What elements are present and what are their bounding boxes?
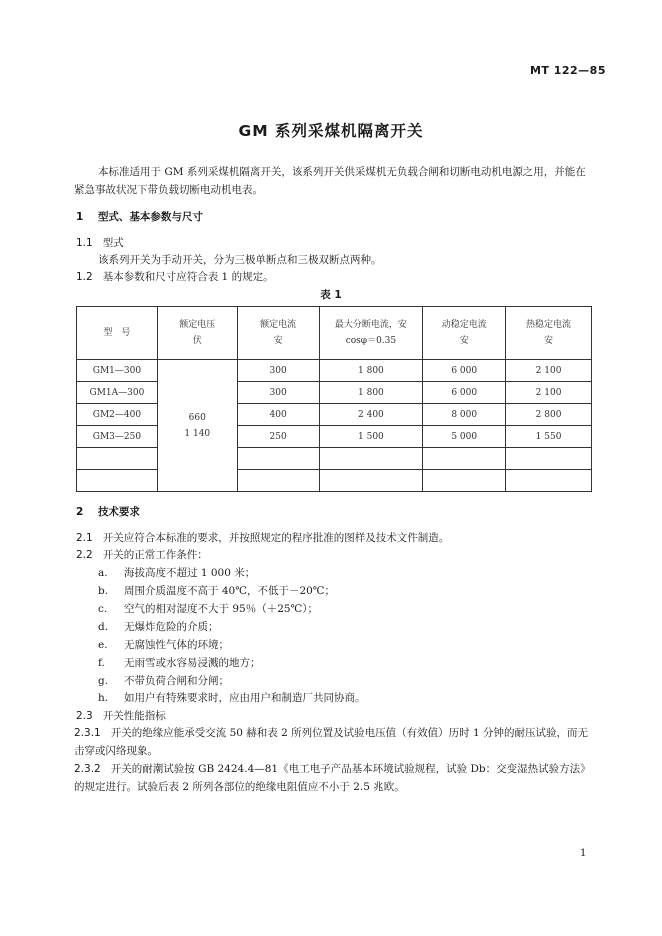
table-row <box>77 470 592 492</box>
section-1-2 <box>76 268 274 286</box>
list-text: 无雨雪或水容易浸溅的地方； <box>124 657 261 669</box>
list-text: 无爆炸危险的介质； <box>124 621 219 633</box>
section-2-heading <box>76 503 140 521</box>
cell-dynamic: 6 000 <box>423 382 506 404</box>
cell-model: GM3—250 <box>77 426 158 448</box>
cell-thermal: 2 100 <box>506 360 592 382</box>
page-number: 1 <box>580 848 587 859</box>
cell-breaking <box>319 448 423 470</box>
section-body: 开关的正常工作条件： <box>102 549 208 561</box>
list-marker: g. <box>98 675 109 687</box>
section-1-1-body: 该系列开关为手动开关，分为三极单断点和三极双断点两种。 <box>98 254 382 266</box>
list-marker: h. <box>98 692 109 704</box>
section-1-1 <box>76 234 124 252</box>
list-item <box>98 600 318 618</box>
cell-model <box>77 448 158 470</box>
table-row <box>77 426 592 448</box>
cell-model: GM2—400 <box>77 404 158 426</box>
cell-breaking: 1 500 <box>319 426 423 448</box>
cell-model <box>77 470 158 492</box>
header-max-breaking-current: 最大分断电流，安 cosφ＝0.35 <box>319 307 423 360</box>
list-item <box>98 636 229 654</box>
cell-breaking: 1 800 <box>319 382 423 404</box>
section-body: 开关应符合本标准的要求，并按照规定的程序批准的图样及技术文件制造。 <box>102 532 450 544</box>
section-2-3-1 <box>74 724 594 760</box>
cell-model: GM1—300 <box>77 360 158 382</box>
header-model: 型 号 <box>77 307 158 360</box>
cell-breaking <box>319 470 423 492</box>
section-body: 开关的耐潮试验按 GB 2424.4—81《电工电子产品基本环境试验规程，试验 Db：交变湿热试验方法》的规定进行。试验后表 2 所列各部位的绝缘电阻值应不小于 2.5 兆欧。 <box>74 763 591 793</box>
list-marker: a. <box>98 567 108 579</box>
section-body: 开关性能指标 <box>102 710 166 722</box>
cell-thermal: 2 800 <box>506 404 592 426</box>
table-row <box>77 448 592 470</box>
cell-model: GM1A—300 <box>77 382 158 404</box>
list-text: 不带负荷合闸和分闸； <box>124 675 229 687</box>
list-marker: d. <box>98 621 109 633</box>
list-text: 周围介质温度不高于 40℃，不低于－20℃； <box>124 585 336 597</box>
cell-dynamic: 6 000 <box>423 360 506 382</box>
list-text: 无腐蚀性气体的环境； <box>124 639 229 651</box>
cell-breaking: 2 400 <box>319 404 423 426</box>
section-number: 1 <box>76 211 84 223</box>
cell-current <box>237 448 319 470</box>
intro-paragraph: 本标准适用于 GM 系列采煤机隔离开关，该系列开关供采煤机无负载合闸和切断电动机电源之用，并能在紧急事故状况下带负载切断电动机电表。 <box>74 166 586 196</box>
section-2-3 <box>76 707 166 725</box>
list-item <box>98 582 335 600</box>
list-item <box>98 618 219 636</box>
section-2-1 <box>76 529 449 547</box>
cell-current: 300 <box>237 382 319 404</box>
section-title: 型式 <box>102 237 124 249</box>
section-1-heading <box>76 208 203 226</box>
section-title: 技术要求 <box>97 506 140 518</box>
document-title: GM 系列采煤机隔离开关 <box>238 122 424 140</box>
cell-current: 300 <box>237 360 319 382</box>
header-rated-voltage: 额定电压 伏 <box>157 307 237 360</box>
cell-thermal: 2 100 <box>506 382 592 404</box>
cell-thermal <box>506 470 592 492</box>
list-marker: e. <box>98 639 108 651</box>
cell-current: 400 <box>237 404 319 426</box>
list-item <box>98 672 229 690</box>
section-title: 基本参数和尺寸应符合表 1 的规定。 <box>102 271 274 283</box>
table-caption: 表 1 <box>320 289 342 301</box>
section-number: 2 <box>76 506 84 518</box>
section-number: 2.3 <box>76 710 93 722</box>
table-row <box>77 382 592 404</box>
cell-dynamic <box>423 448 506 470</box>
list-item <box>98 654 261 672</box>
header-thermal-current: 热稳定电流 安 <box>506 307 592 360</box>
list-text: 空气的相对湿度不大于 95％（＋25℃）； <box>124 603 319 615</box>
section-number: 1.2 <box>76 271 93 283</box>
table-row <box>77 360 592 382</box>
table-row <box>77 404 592 426</box>
standard-code: MT 122—85 <box>529 64 606 77</box>
list-marker: c. <box>98 603 108 615</box>
header-dynamic-current: 动稳定电流 安 <box>423 307 506 360</box>
section-number: 2.2 <box>76 549 93 561</box>
section-number: 2.1 <box>76 532 93 544</box>
cell-current: 250 <box>237 426 319 448</box>
section-number: 1.1 <box>76 237 93 249</box>
section-2-3-2 <box>74 760 594 796</box>
spec-table <box>76 306 592 492</box>
list-marker: b. <box>98 585 109 597</box>
section-body: 开关的绝缘应能承受交流 50 赫和表 2 所列位置及试验电压值（有效值）历时 1 分钟的耐压试验，而无击穿或闪络现象。 <box>74 727 588 757</box>
cell-dynamic <box>423 470 506 492</box>
list-text: 海拔高度不超过 1 000 米； <box>124 567 256 579</box>
cell-dynamic: 5 000 <box>423 426 506 448</box>
cell-dynamic: 8 000 <box>423 404 506 426</box>
cell-breaking: 1 800 <box>319 360 423 382</box>
list-item <box>98 689 366 707</box>
list-marker: f. <box>98 657 105 669</box>
cell-voltage: 660 1 140 <box>157 360 237 492</box>
list-item <box>98 564 255 582</box>
section-number: 2.3.2 <box>74 763 101 775</box>
cell-thermal: 1 550 <box>506 426 592 448</box>
table-header-row <box>77 307 592 360</box>
cell-current <box>237 470 319 492</box>
section-title: 型式、基本参数与尺寸 <box>97 211 203 223</box>
list-text: 如用户有特殊要求时，应由用户和制造厂共同协商。 <box>124 692 366 704</box>
section-2-2 <box>76 546 208 564</box>
cell-thermal <box>506 448 592 470</box>
section-number: 2.3.1 <box>74 727 101 739</box>
header-rated-current: 额定电流 安 <box>237 307 319 360</box>
